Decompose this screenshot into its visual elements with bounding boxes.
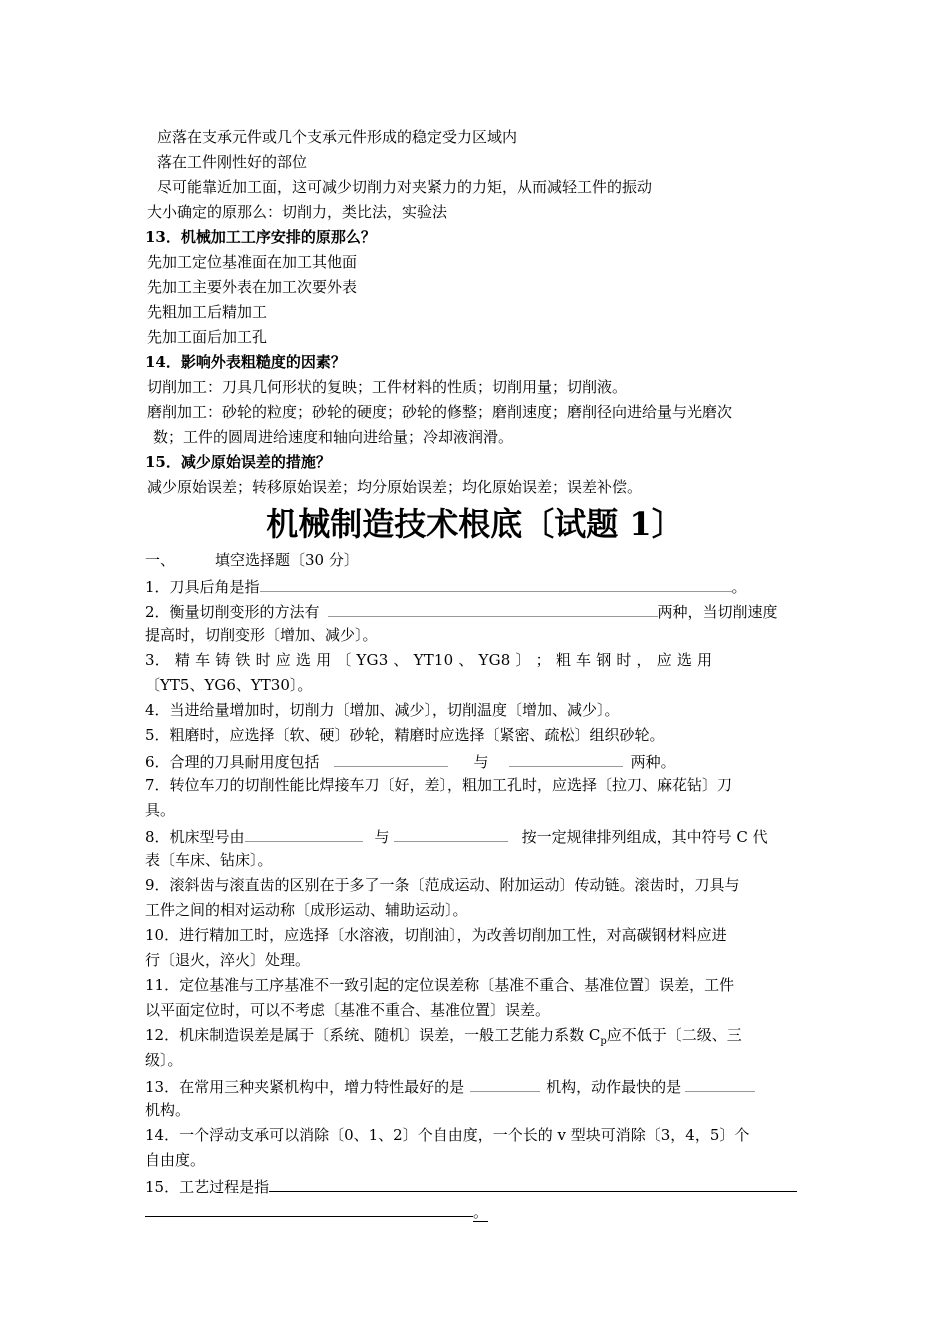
question-text: 两种。 [630,753,676,771]
text-line: 自由度。 [145,1151,206,1169]
text-line: 磨削加工：砂轮的粒度；砂轮的硬度；砂轮的修整；磨削速度；磨削径向进给量与光磨次 [147,403,733,421]
section-title: 填空选择题〔30 分〕 [215,551,359,569]
punct: 。 [731,578,747,596]
question-heading: 14．影响外表粗糙度的因素？ [145,353,346,371]
question-text: 2．衡量切削变形的方法有 [145,603,320,621]
blank-line [269,1173,797,1192]
text-line: 机构。 [145,1101,191,1119]
question-4: 4．当进给量增加时，切削力〔增加、减少〕，切削温度〔增加、减少〕。 [145,701,620,719]
blank-line [394,823,508,842]
question-text: 与 [374,828,390,846]
question-text: 8．机床型号由 [145,828,245,846]
text-line: 先粗加工后精加工 [147,303,268,321]
question-heading: 13．机械加工工序安排的原那么？ [145,228,376,246]
text-line: 〔YT5、YG6、YT30〕。 [145,676,313,694]
blank-line [509,748,623,767]
question-text: 按一定规律排列组成，其中符号 C 代 [521,828,768,846]
question-text: 与 [473,753,489,771]
text-line: 11．定位基准与工序基准不一致引起的定位误差称〔基准不重合、基准位置〕误差，工件 [145,976,735,994]
text-line: 工件之间的相对运动称〔成形运动、辅助运动〕。 [145,901,468,919]
blank-line [145,1198,473,1217]
text-line: 尽可能靠近加工面，这可减少切削力对夹紧力的力矩，从而减轻工件的振动 [157,178,653,196]
question-text: 6．合理的刀具耐用度包括 [145,753,320,771]
text-line: 以平面定位时，可以不考虑〔基准不重合、基准位置〕误差。 [145,1001,551,1019]
text-line: 表〔车床、钻床〕。 [145,851,273,869]
text-line: 10．进行精加工时，应选择〔水溶液，切削油〕，为改善切削加工性，对高碳钢材料应进 [145,926,727,944]
question-2 [145,598,807,625]
punct: 。 [473,1203,489,1221]
text-line: 先加工定位基准面在加工其他面 [147,253,358,271]
text-line: 14．一个浮动支承可以消除〔0、1、2〕个自由度，一个长的 v 型块可消除〔3，4，5〕个 [145,1126,750,1144]
section-heading [145,548,807,573]
question-15-cont [145,1198,807,1225]
text-line: 先加工主要外表在加工次要外表 [147,278,358,296]
question-text: 13．在常用三种夹紧机构中，增力特性最好的是 [145,1078,465,1096]
text-line: 3． 精 车 铸 铁 时 应 选 用 〔 YG3 、 YT10 、 YG8 〕 ； 粗 车 钢 时 ， 应 选 用 [145,651,713,669]
text-line: 行〔退火，淬火〕处理。 [145,951,311,969]
question-text: 15．工艺过程是指 [145,1178,270,1196]
subscript: p [600,1036,607,1047]
question-text: 1．刀具后角是指 [145,578,260,596]
section-number: 一、 [145,551,176,569]
blank-line [260,573,732,592]
text-line: 应落在支承元件或几个支承元件形成的稳定受力区域内 [157,128,518,146]
text-line: 减少原始误差；转移原始误差；均分原始误差；均化原始误差；误差补偿。 [147,478,643,496]
question-heading: 15．减少原始误差的措施？ [145,453,331,471]
blank-line [334,748,448,767]
text-line: 先加工面后加工孔 [147,328,268,346]
question-text: 应不低于〔二级、三 [606,1026,742,1044]
text-line: 级〕。 [145,1051,183,1069]
blank-line [470,1073,540,1092]
text-line: 9．滚斜齿与滚直齿的区别在于多了一条〔范成运动、附加运动〕传动链。滚齿时，刀具与 [145,876,740,894]
question-5: 5．粗磨时，应选择〔软、硬〕砂轮，精磨时应选择〔紧密、疏松〕组织砂轮。 [145,726,665,744]
question-13 [145,1073,807,1100]
question-6 [145,748,807,775]
text-line: 大小确定的原那么：切削力，类比法，实验法 [147,203,448,221]
question-text: 两种，当切削速度 [657,603,778,621]
blank-line [245,823,363,842]
question-15 [145,1173,807,1200]
text-line: 7．转位车刀的切削性能比焊接车刀〔好，差〕，粗加工孔时，应选择〔拉刀、麻花钻〕刀 [145,776,733,794]
blank-line [685,1073,755,1092]
question-1 [145,573,807,600]
text-line: 切削加工：刀具几何形状的复映；工件材料的性质；切削用量；切削液。 [147,378,628,396]
text-line: 具。 [145,801,176,819]
question-8 [145,823,807,850]
text-line: 落在工件刚性好的部位 [157,153,308,171]
question-text: 机构，动作最快的是 [546,1078,682,1096]
question-text: 12．机床制造误差是属于〔系统、随机〕误差，一般工艺能力系数 C [145,1026,601,1044]
text-line: 提高时，切削变形〔增加、减少〕。 [145,626,378,644]
exam-title: 机械制造技术根底〔试题 1〕 [266,505,684,543]
blank-line [328,598,658,617]
text-line: 数；工件的圆周进给速度和轴向进给量；冷却液润滑。 [153,428,514,446]
